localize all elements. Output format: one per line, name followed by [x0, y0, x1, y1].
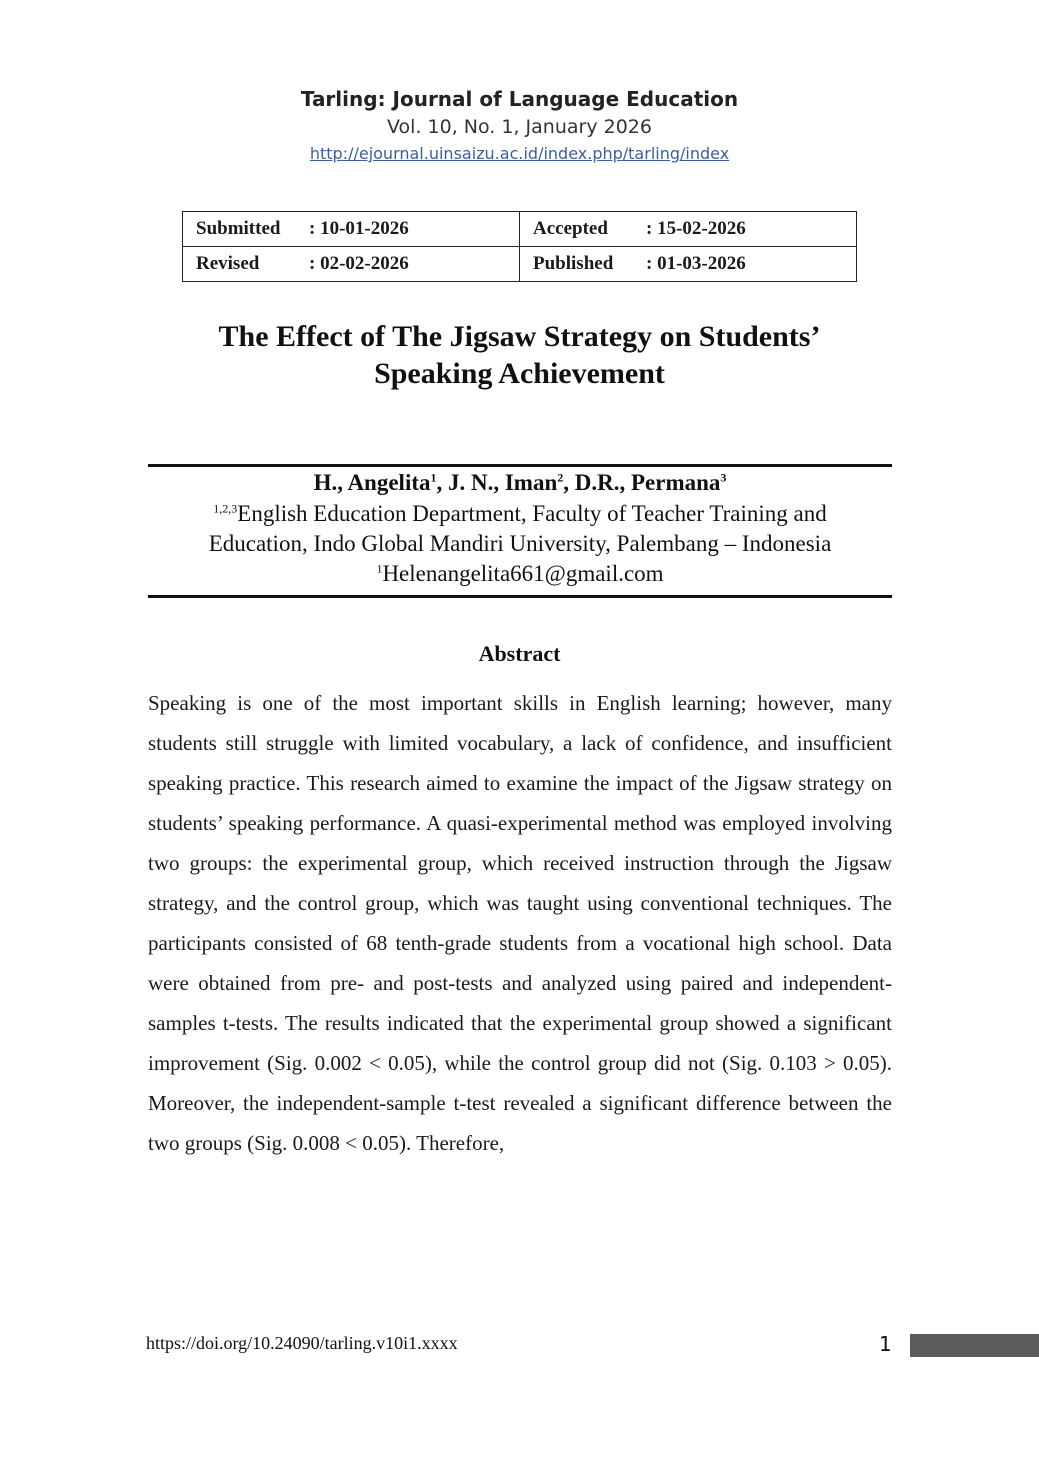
- footer-doi[interactable]: https://doi.org/10.24090/tarling.v10i1.xxxx: [146, 1333, 458, 1353]
- revised-value: : 02-02-2026: [309, 253, 409, 274]
- email-sup: 1: [376, 561, 383, 576]
- published-label: Published: [533, 253, 614, 274]
- submitted-value: : 10-01-2026: [309, 218, 409, 239]
- author-list: [148, 467, 892, 499]
- abstract-text: Speaking is one of the most important skills in English learning; however, many students still struggle with limited vocabulary, a lack of confidence, and insufficient speaking practice. This research aimed to examine the impact of the Jigsaw strategy on students’ speaking performance. A quasi-experimental method was employed involving two groups: the experimental group, which received instruction through the Jigsaw strategy, and the control group, which was taught using conventional techniques. The participants consisted of 68 tenth-grade students from a vocational high school. Data were obtained from pre- and post-tests and analyzed using paired and independent-samples t-tests. The results indicated that the experimental group showed a significant improvement (Sig. 0.002 < 0.05), while the control group did not (Sig. 0.103 > 0.05). Moreover, the independent-sample t-test revealed a significant difference between the two groups (Sig. 0.008 < 0.05). Therefore,: [148, 691, 892, 1155]
- author-3: , D.R., Permana: [563, 470, 721, 495]
- author-email: Helenangelita661@gmail.com: [382, 561, 664, 586]
- author-2: , J. N., Iman: [436, 470, 558, 495]
- page-number: 1: [879, 1332, 892, 1356]
- published-value: : 01-03-2026: [646, 253, 746, 274]
- dates-table: [182, 211, 857, 282]
- journal-title: Tarling: Journal of Language Education: [300, 87, 739, 111]
- author-2-sup: 2: [557, 470, 564, 485]
- affiliation-text-1: English Education Department, Faculty of Teacher Training and: [237, 501, 827, 526]
- journal-volume: Vol. 10, No. 1, January 2026: [387, 116, 652, 138]
- article-title-line-1: The Effect of The Jigsaw Strategy on Students’: [218, 320, 821, 353]
- abstract-heading: Abstract: [478, 641, 561, 666]
- author-3-sup: 3: [720, 470, 727, 485]
- authors-block: [148, 467, 892, 589]
- affiliation-sup: 1,2,3: [213, 501, 238, 516]
- accepted-cell: [520, 212, 857, 247]
- author-email-line: [148, 559, 892, 589]
- affiliation-line-1: [148, 499, 892, 529]
- submitted-label: Submitted: [196, 218, 281, 239]
- published-cell: [520, 247, 857, 282]
- dates-row-1: [183, 212, 857, 247]
- author-1-sup: 1: [430, 470, 437, 485]
- revised-label: Revised: [196, 253, 260, 274]
- revised-cell: [183, 247, 520, 282]
- journal-header: [0, 84, 1039, 166]
- accepted-value: : 15-02-2026: [646, 218, 746, 239]
- article-title-line-2: Speaking Achievement: [374, 357, 665, 390]
- article-title: [100, 318, 939, 392]
- journal-url-link[interactable]: http://ejournal.uinsaizu.ac.id/index.php/tarling/index: [309, 144, 730, 163]
- accepted-label: Accepted: [533, 218, 608, 239]
- page-number-bar: [910, 1334, 1039, 1357]
- dates-row-2: [183, 247, 857, 282]
- author-1: H., Angelita: [313, 470, 431, 495]
- affiliation-line-2: Education, Indo Global Mandiri University, Palembang – Indonesia: [208, 531, 832, 556]
- authors-bottom-rule: [148, 595, 892, 598]
- submitted-cell: [183, 212, 520, 247]
